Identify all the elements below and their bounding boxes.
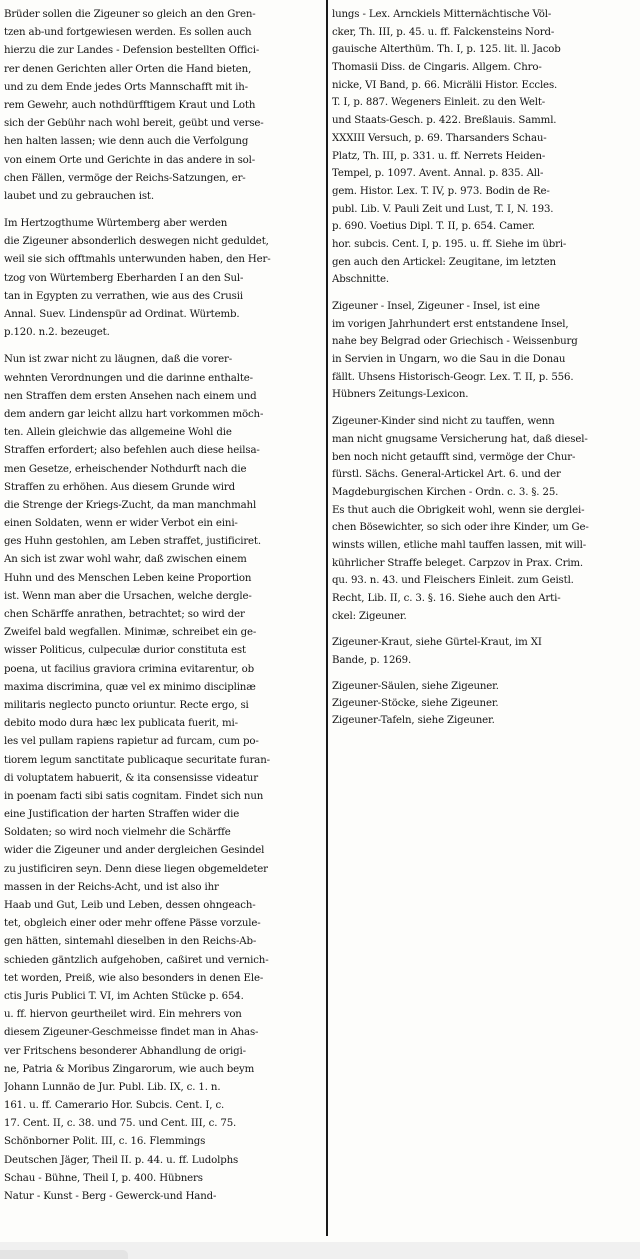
text-line: Abschnitte.	[332, 274, 389, 286]
text-line: chen Bösewichter, so sich oder ihre Kinder, um Ge-	[332, 522, 589, 534]
text-line: Straffen zu erhöhen. Aus diesem Grunde wird	[4, 481, 235, 493]
text-line: Johann Lunnäo de Jur. Publ. Lib. IX, c. 1. n.	[4, 1081, 221, 1093]
text-line: Schönborner Polit. III, c. 16. Flemmings	[4, 1136, 206, 1148]
text-line: cker, Th. III, p. 45. u. ff. Falckensteins Nord-	[332, 26, 555, 38]
text-line: nahe bey Belgrad oder Griechisch - Weissenburg	[332, 336, 578, 348]
paragraph-gap	[332, 404, 636, 413]
text-line: u. ff. hiervon geurtheilet wird. Ein mehrers von	[4, 1009, 242, 1021]
text-line: fällt. Uhsens Historisch-Geogr. Lex. T. II, p. 556.	[332, 371, 574, 383]
text-line: sich der Gebühr nach wohl bereit, geübt und verse-	[4, 118, 264, 130]
text-line: schieden gäntzlich aufgehoben, caßiret und vernich-	[4, 954, 269, 966]
text-line: tzog von Würtemberg Eberharden I an den Sul-	[4, 272, 244, 284]
text-line: gauische Alterthüm. Th. I, p. 125. lit. ll. Jacob	[332, 44, 561, 56]
text-line: Zigeuner-Tafeln, siehe Zigeuner.	[332, 715, 495, 727]
text-line: chen Fällen, vermöge der Reichs-Satzungen, er-	[4, 172, 246, 184]
text-line: Zweifel bald wegfallen. Minimæ, schreibet ein ge-	[4, 627, 257, 639]
text-line: publ. Lib. V. Pauli Zeit und Lust, T. I, N. 193.	[332, 203, 554, 215]
text-line: An sich ist zwar wohl wahr, daß zwischen einem	[4, 554, 247, 566]
text-line: tiorem legum sanctitate publicaque securitate furan-	[4, 754, 270, 766]
text-line: rem Gewehr, auch nothdürfftigem Kraut und Loth	[4, 99, 256, 111]
text-line: weil sie sich offtmahls unterwunden haben, den Her-	[4, 254, 271, 266]
left-paragraph	[4, 6, 322, 206]
paragraph-gap	[4, 342, 322, 351]
text-line: von einem Orte und Gerichte in das andere in sol-	[4, 154, 256, 166]
text-line: 161. u. ff. Camerario Hor. Subcis. Cent. I, c.	[4, 1100, 225, 1112]
text-line: eine Justification der harten Straffen wider die	[4, 809, 240, 821]
text-line: ges Huhn gestohlen, am Leben straffet, justificiret.	[4, 536, 261, 548]
left-text-column	[4, 6, 322, 1206]
text-line: Bande, p. 1269.	[332, 654, 412, 666]
text-line: XXXIII Versuch, p. 69. Tharsanders Schau-	[332, 132, 547, 144]
text-line: Deutschen Jäger, Theil II. p. 44. u. ff. Ludolphs	[4, 1154, 239, 1166]
text-line: hor. subcis. Cent. I, p. 195. u. ff. Siehe im übri-	[332, 238, 567, 250]
text-line: laubet und zu gebrauchen ist.	[4, 190, 154, 202]
text-line: kührlicher Straffe beleget. Carpzov in Prax. Crim.	[332, 557, 584, 569]
bottom-scroll-tab	[0, 1250, 128, 1259]
text-line: lungs - Lex. Arnckiels Mitternächtische Völ-	[332, 9, 552, 20]
text-line: Recht, Lib. II, c. 3. §. 16. Siehe auch den Arti-	[332, 593, 561, 604]
text-line: wider die Zigeuner und ander dergleichen Gesindel	[4, 845, 265, 857]
text-line: Es thut auch die Obrigkeit wohl, wenn sie derglei-	[332, 504, 585, 516]
text-line: tan in Egypten zu verrathen, wie aus des Crusii	[4, 290, 243, 302]
text-line: gen hätten, sintemahl dieselben in den Reichs-Ab-	[4, 936, 257, 948]
text-line: massen in der Reichs-Acht, und ist also ihr	[4, 881, 219, 893]
text-line: man nicht gnugsame Versicherung hat, daß diesel-	[332, 433, 588, 445]
text-line: Tempel, p. 1097. Avent. Annal. p. 835. All-	[332, 168, 544, 180]
text-line: ver Fritschens besonderer Abhandlung de origi-	[4, 1045, 246, 1057]
left-paragraph	[4, 351, 322, 1206]
right-paragraph	[332, 6, 636, 289]
text-line: wehnten Verordnungen und die darinne enthalte-	[4, 372, 253, 384]
text-line: ctis Juris Publici T. VI, im Achten Stücke p. 654.	[4, 990, 244, 1002]
paragraph-gap	[332, 669, 636, 678]
right-paragraph	[332, 634, 636, 668]
text-line: die Strenge der Kriegs-Zucht, da man manchmahl	[4, 499, 257, 511]
right-paragraph	[332, 678, 636, 730]
text-line: fürstl. Sächs. General-Artickel Art. 6. und der	[332, 469, 561, 481]
text-line: Annal. Suev. Lindenspür ad Ordinat. Würtemb.	[4, 309, 240, 320]
text-line: les vel pullam rapiens rapietur ad furcam, cum po-	[4, 736, 259, 748]
text-line: Hübners Zeitungs-Lexicon.	[332, 389, 469, 401]
text-line: Nun ist zwar nicht zu läugnen, daß die vorer-	[4, 354, 233, 366]
text-line: nicke, VI Band, p. 66. Micrälii Histor. Eccles.	[332, 79, 558, 91]
text-line: tet, obgleich einer oder mehr offene Pässe vorzule-	[4, 918, 261, 930]
text-line: Huhn und des Menschen Leben keine Proportion	[4, 572, 252, 584]
text-line: einen Soldaten, wenn er wider Verbot ein eini-	[4, 518, 238, 530]
text-line: 17. Cent. II, c. 38. und 75. und Cent. III, c. 75.	[4, 1118, 237, 1130]
text-line: ne, Patria & Moribus Zingarorum, wie auch beym	[4, 1063, 255, 1075]
text-line: zu justificiren seyn. Denn diese liegen obgemeldeter	[4, 863, 268, 875]
paragraph-gap	[4, 206, 322, 215]
text-line: ckel: Zigeuner.	[332, 610, 407, 622]
text-line: und zu dem Ende jedes Orts Mannschafft mit ih-	[4, 81, 248, 93]
paragraph-gap	[332, 289, 636, 298]
text-line: chen Schärffe anrathen, betrachtet; so wird der	[4, 609, 245, 620]
text-line: die Zigeuner absonderlich deswegen nicht geduldet,	[4, 236, 269, 248]
text-line: militaris neglecto puncto oriuntur. Recte ergo, si	[4, 699, 249, 711]
text-line: Magdeburgischen Kirchen - Ordn. c. 3. §. 25.	[332, 486, 559, 498]
text-line: T. I, p. 887. Wegeners Einleit. zu den Welt-	[332, 97, 546, 109]
text-line: Im Hertzogthume Würtemberg aber werden	[4, 218, 228, 230]
text-line: Haab und Gut, Leib und Leben, dessen ohngeach-	[4, 900, 256, 911]
text-line: qu. 93. n. 43. und Fleischers Einleit. zum Geistl.	[332, 575, 574, 587]
text-line: ben noch nicht getaufft sind, vermöge der Chur-	[332, 451, 576, 463]
text-line: Platz, Th. III, p. 331. u. ff. Nerrets Heiden-	[332, 150, 546, 162]
text-line: und Staats-Gesch. p. 422. Breßlauis. Samml.	[332, 115, 557, 127]
text-line: Zigeuner-Kraut, siehe Gürtel-Kraut, im XI	[332, 637, 542, 649]
text-line: Zigeuner-Säulen, siehe Zigeuner.	[332, 680, 499, 692]
paragraph-gap	[332, 625, 636, 634]
text-line: di voluptatem habuerit, & ita consensisse videatur	[4, 772, 258, 784]
text-line: hierzu die zur Landes - Defension bestellten Offici-	[4, 45, 260, 57]
text-line: wisser Politicus, culpeculæ durior constituta est	[4, 645, 246, 657]
text-line: Thomasii Diss. de Cingaris. Allgem. Chro-	[332, 62, 542, 74]
right-paragraph	[332, 413, 636, 625]
text-line: ist. Wenn man aber die Ursachen, welche dergle-	[4, 590, 252, 602]
text-line: Natur - Kunst - Berg - Gewerck-und Hand-	[4, 1191, 217, 1202]
text-line: Zigeuner - Insel, Zigeuner - Insel, ist eine	[332, 301, 540, 312]
text-line: nen Straffen dem ersten Ansehen nach einem und	[4, 390, 257, 402]
text-line: ten. Allein gleichwie das allgemeine Wohl die	[4, 427, 232, 439]
text-line: Zigeuner-Kinder sind nicht zu tauffen, wenn	[332, 416, 555, 428]
text-line: Schau - Bühne, Theil I, p. 400. Hübners	[4, 1172, 203, 1184]
text-line: winsts willen, etliche mahl tauffen lassen, mit will-	[332, 539, 587, 551]
text-line: tzen ab-und fortgewiesen werden. Es sollen auch	[4, 27, 252, 39]
text-line: rer denen Gerichten aller Orten die Hand bieten,	[4, 63, 252, 75]
text-line: in poenam facti sibi satis cognitam. Findet sich nun	[4, 790, 264, 802]
text-line: im vorigen Jahrhundert erst entstandene Insel,	[332, 318, 569, 330]
text-line: debito modo dura hæc lex publicata fuerit, mi-	[4, 718, 238, 730]
text-line: poena, ut facilius graviora crimina evitarentur, ob	[4, 663, 255, 675]
text-line: diesem Zigeuner-Geschmeisse findet man in Ahas-	[4, 1027, 259, 1039]
text-line: men Gesetze, erheischender Nothdurft nach die	[4, 463, 247, 475]
left-paragraph	[4, 215, 322, 342]
text-line: hen halten lassen; wie denn auch die Verfolgung	[4, 136, 249, 148]
text-line: gem. Histor. Lex. T. IV, p. 973. Bodin de Re-	[332, 185, 550, 197]
text-line: Zigeuner-Stöcke, siehe Zigeuner.	[332, 697, 499, 709]
text-line: Brüder sollen die Zigeuner so gleich an den Gren-	[4, 9, 256, 20]
text-line: maxima discrimina, quæ vel ex minimo disciplinæ	[4, 681, 256, 693]
text-line: dem andern gar leicht allzu hart vorkommen möch-	[4, 408, 264, 420]
text-line: Straffen erfordert; also befehlen auch diese heilsa-	[4, 445, 260, 457]
text-line: tet worden, Preiß, wie also besonders in denen Ele-	[4, 972, 264, 984]
text-line: p.120. n.2. bezeuget.	[4, 327, 110, 339]
text-line: Soldaten; so wird noch vielmehr die Schärffe	[4, 827, 231, 839]
text-line: p. 690. Voetius Dipl. T. II, p. 654. Camer.	[332, 221, 535, 233]
right-text-column	[332, 6, 636, 729]
text-line: in Servien in Ungarn, wo die Sau in die Donau	[332, 354, 566, 366]
column-divider-rule	[326, 0, 328, 1236]
text-line: gen auch den Artickel: Zeugitane, im letzten	[332, 256, 556, 268]
right-paragraph	[332, 298, 636, 404]
